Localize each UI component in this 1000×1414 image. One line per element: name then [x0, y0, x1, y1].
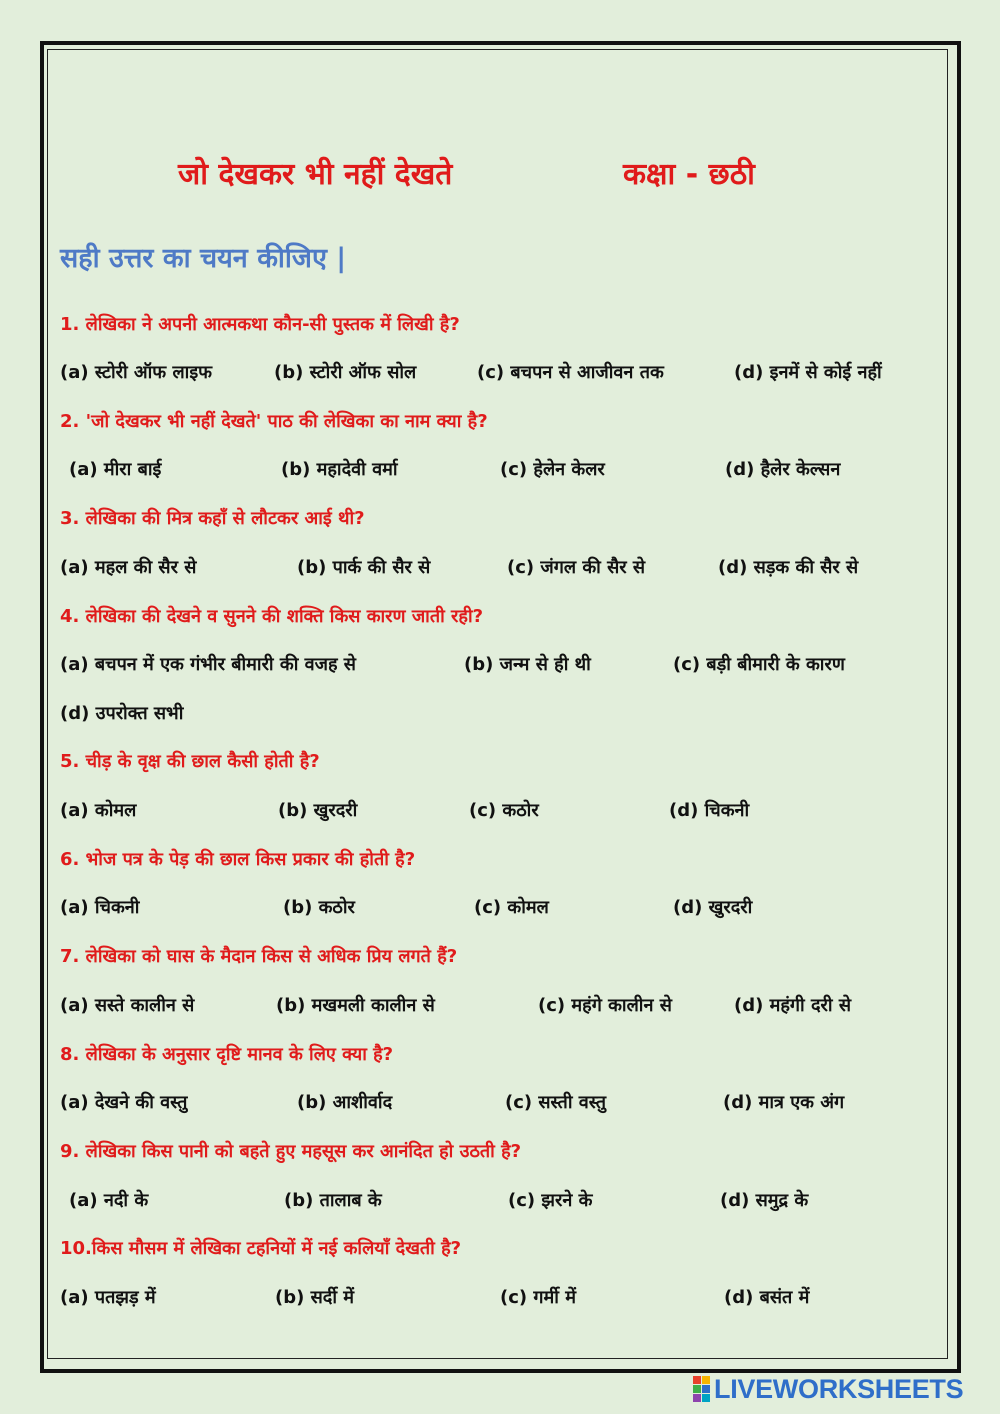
option-6d[interactable]: (d) खुरदरी	[673, 897, 753, 918]
question-5: 5. चीड़ के वृक्ष की छाल कैसी होती है?	[60, 751, 320, 772]
option-7d[interactable]: (d) महंगी दरी से	[734, 995, 852, 1016]
option-8a[interactable]: (a) देखने की वस्तु	[60, 1092, 188, 1113]
option-2b[interactable]: (b) महादेवी वर्मा	[281, 459, 398, 480]
option-3d[interactable]: (d) सड़क की सैर से	[718, 557, 859, 578]
option-6a[interactable]: (a) चिकनी	[60, 897, 140, 918]
option-2d[interactable]: (d) हैलेर केल्सन	[725, 459, 841, 480]
option-2c[interactable]: (c) हेलेन केलर	[500, 459, 605, 480]
option-7a[interactable]: (a) सस्ते कालीन से	[60, 995, 195, 1016]
option-4d[interactable]: (d) उपरोक्त सभी	[60, 703, 184, 724]
option-1b[interactable]: (b) स्टोरी ऑफ सोल	[274, 362, 417, 383]
option-1c[interactable]: (c) बचपन से आजीवन तक	[477, 362, 664, 383]
option-10c[interactable]: (c) गर्मी में	[500, 1287, 576, 1308]
class-label: कक्षा - छठी	[623, 157, 755, 192]
question-4: 4. लेखिका की देखने व सुनने की शक्ति किस कारण जाती रही?	[60, 606, 484, 627]
option-9c[interactable]: (c) झरने के	[508, 1190, 593, 1211]
option-8c[interactable]: (c) सस्ती वस्तु	[505, 1092, 607, 1113]
question-6: 6. भोज पत्र के पेड़ की छाल किस प्रकार की होती है?	[60, 849, 416, 870]
liveworksheets-logo-icon	[693, 1376, 710, 1402]
question-10: 10.किस मौसम में लेखिका टहनियों में नई कलियाँ देखती है?	[60, 1238, 462, 1259]
option-3b[interactable]: (b) पार्क की सैर से	[297, 557, 431, 578]
question-9: 9. लेखिका किस पानी को बहते हुए महसूस कर आनंदित हो उठती है?	[60, 1141, 522, 1162]
question-7: 7. लेखिका को घास के मैदान किस से अधिक प्रिय लगते हैं?	[60, 946, 458, 967]
option-7b[interactable]: (b) मखमली कालीन से	[276, 995, 435, 1016]
option-10a[interactable]: (a) पतझड़ में	[60, 1287, 156, 1308]
option-8d[interactable]: (d) मात्र एक अंग	[723, 1092, 845, 1113]
question-8: 8. लेखिका के अनुसार दृष्टि मानव के लिए क्या है?	[60, 1044, 394, 1065]
option-4b[interactable]: (b) जन्म से ही थी	[464, 654, 591, 675]
option-4c[interactable]: (c) बड़ी बीमारी के कारण	[673, 654, 845, 675]
option-1a[interactable]: (a) स्टोरी ऑफ लाइफ	[60, 362, 213, 383]
instruction-text: सही उत्तर का चयन कीजिए |	[60, 243, 347, 274]
option-2a[interactable]: (a) मीरा बाई	[69, 459, 162, 480]
option-1d[interactable]: (d) इनमें से कोई नहीं	[734, 362, 882, 383]
option-10d[interactable]: (d) बसंत में	[724, 1287, 810, 1308]
question-2: 2. 'जो देखकर भी नहीं देखते' पाठ की लेखिका का नाम क्या है?	[60, 411, 488, 432]
option-6b[interactable]: (b) कठोर	[283, 897, 355, 918]
option-9b[interactable]: (b) तालाब के	[284, 1190, 382, 1211]
option-6c[interactable]: (c) कोमल	[474, 897, 549, 918]
option-3a[interactable]: (a) महल की सैर से	[60, 557, 197, 578]
option-5b[interactable]: (b) खुरदरी	[278, 800, 358, 821]
question-3: 3. लेखिका की मित्र कहाँ से लौटकर आई थी?	[60, 508, 365, 529]
brand-name: LIVEWORKSHEETS	[714, 1373, 964, 1404]
option-5c[interactable]: (c) कठोर	[469, 800, 539, 821]
option-10b[interactable]: (b) सर्दी में	[275, 1287, 355, 1308]
liveworksheets-brand	[693, 1374, 963, 1404]
option-7c[interactable]: (c) महंगे कालीन से	[538, 995, 672, 1016]
option-3c[interactable]: (c) जंगल की सैर से	[507, 557, 646, 578]
option-5a[interactable]: (a) कोमल	[60, 800, 137, 821]
option-4a[interactable]: (a) बचपन में एक गंभीर बीमारी की वजह से	[60, 654, 356, 675]
option-9a[interactable]: (a) नदी के	[69, 1190, 149, 1211]
option-9d[interactable]: (d) समुद्र के	[720, 1190, 809, 1211]
question-1: 1. लेखिका ने अपनी आत्मकथा कौन-सी पुस्तक में लिखी है?	[60, 314, 460, 335]
lesson-title: जो देखकर भी नहीं देखते	[178, 157, 453, 192]
option-5d[interactable]: (d) चिकनी	[669, 800, 750, 821]
option-8b[interactable]: (b) आशीर्वाद	[297, 1092, 393, 1113]
